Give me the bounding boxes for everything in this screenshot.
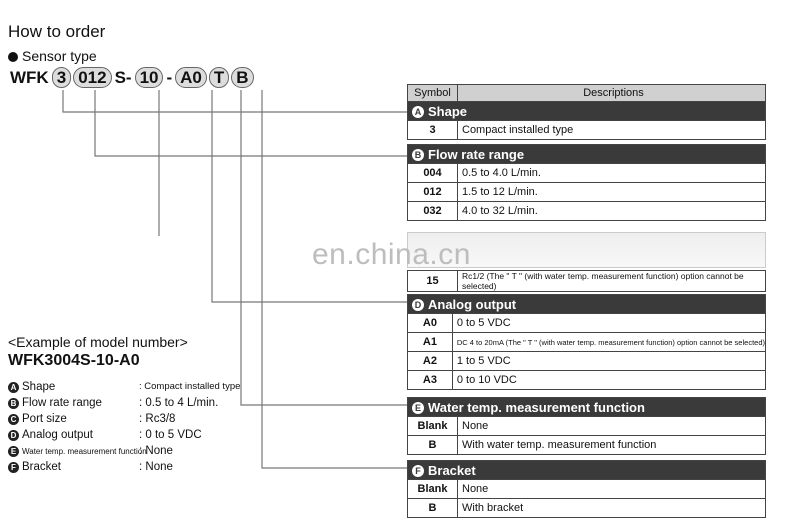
badge-f-icon: F	[8, 462, 19, 473]
model-part-s: S-	[114, 67, 132, 87]
row-description: 1 to 5 VDC	[452, 352, 765, 371]
item-value: : Compact installed type	[139, 381, 241, 392]
row-description: 4.0 to 32 L/min.	[458, 202, 766, 221]
badge-f-icon: F	[412, 465, 424, 477]
section-label: Shape	[428, 103, 468, 119]
row-description: None	[458, 417, 766, 436]
model-part-port: 10	[135, 67, 164, 88]
row-symbol: 004	[408, 164, 458, 183]
row-description: None	[458, 480, 766, 499]
item-label: Port size	[22, 413, 67, 425]
table-row	[408, 333, 766, 352]
table-row	[408, 436, 766, 455]
item-label: Water temp. measurement function	[22, 447, 147, 456]
row-symbol: B	[408, 436, 458, 455]
row-symbol: A3	[408, 371, 453, 390]
table-header	[408, 85, 766, 102]
row-description: DC 4 to 20mA (The " T " (with water temp. measurement function) option cannot be selected)	[452, 333, 765, 352]
item-label: Shape	[22, 381, 56, 393]
section-label: Water temp. measurement function	[428, 399, 645, 415]
table-row	[408, 480, 766, 499]
model-part-analog: A0	[175, 67, 207, 88]
item-value: : 0 to 5 VDC	[139, 429, 202, 441]
model-dash: -	[166, 67, 173, 87]
section-flow-rate	[408, 145, 766, 164]
row-description: With water temp. measurement function	[458, 436, 766, 455]
row-description: 0 to 10 VDC	[452, 371, 765, 390]
model-part-flow: 012	[73, 67, 111, 88]
symbol-header: Symbol	[408, 85, 458, 102]
row-symbol: Blank	[408, 480, 458, 499]
example-list	[8, 379, 241, 475]
section-analog-output	[408, 295, 766, 314]
row-symbol: A2	[408, 352, 453, 371]
badge-a-icon: A	[412, 106, 424, 118]
section-shape	[408, 102, 766, 121]
row-description: Rc1/2 (The " T " (with water temp. measurement function) option cannot be selected)	[458, 271, 766, 292]
badge-b-icon: B	[412, 149, 424, 161]
item-value: : None	[139, 461, 173, 473]
section-label: Analog output	[428, 296, 517, 312]
row-symbol: 032	[408, 202, 458, 221]
model-part-shape: 3	[52, 67, 71, 88]
list-item	[8, 379, 241, 395]
table-row	[408, 271, 766, 292]
row-symbol: A1	[408, 333, 453, 352]
item-label: Flow rate range	[22, 397, 102, 409]
item-value: : 0.5 to 4 L/min.	[139, 397, 219, 409]
row-symbol: 012	[408, 183, 458, 202]
row-description: With bracket	[458, 499, 766, 518]
badge-c-icon: C	[8, 414, 19, 425]
section-bracket	[408, 461, 766, 480]
badge-a-icon: A	[8, 382, 19, 393]
section-label: Flow rate range	[428, 146, 525, 162]
spec-table-top	[407, 84, 766, 221]
list-item	[8, 459, 173, 475]
descriptions-header: Descriptions	[458, 85, 766, 102]
badge-b-icon: B	[8, 398, 19, 409]
sensor-type-label: Sensor type	[22, 48, 97, 64]
item-value: : Rc3/8	[139, 413, 176, 425]
table-row	[408, 417, 766, 436]
badge-d-icon: D	[8, 430, 19, 441]
item-label: Bracket	[22, 461, 61, 473]
badge-d-icon: D	[412, 299, 424, 311]
watermark: en.china.cn	[312, 238, 471, 271]
spec-table-port-row	[407, 270, 766, 292]
row-symbol: 3	[408, 121, 458, 140]
spec-table-analog	[407, 294, 766, 390]
example-model: WFK3004S-10-A0	[8, 352, 140, 369]
badge-e-icon: E	[8, 446, 19, 457]
row-description: 0.5 to 4.0 L/min.	[458, 164, 766, 183]
connector-shape	[63, 90, 407, 112]
row-description: 0 to 5 VDC	[452, 314, 765, 333]
list-item	[8, 395, 219, 411]
row-description: 1.5 to 12 L/min.	[458, 183, 766, 202]
table-row	[408, 183, 766, 202]
table-row	[408, 314, 766, 333]
badge-e-icon: E	[412, 402, 424, 414]
section-label: Bracket	[428, 462, 476, 478]
table-row	[408, 164, 766, 183]
example-title: <Example of model number>	[8, 334, 188, 350]
list-item	[8, 427, 202, 443]
table-row	[408, 352, 766, 371]
page-title: How to order	[8, 22, 106, 41]
spec-table-bracket	[407, 460, 766, 518]
model-prefix: WFK	[10, 67, 49, 87]
section-water-temp	[408, 398, 766, 417]
row-symbol: Blank	[408, 417, 458, 436]
row-symbol: A0	[408, 314, 453, 333]
table-row	[408, 121, 766, 140]
table-row	[408, 371, 766, 390]
table-row	[408, 499, 766, 518]
model-part-bracket: B	[231, 67, 253, 88]
item-value: : None	[139, 445, 173, 457]
row-symbol: B	[408, 499, 458, 518]
model-part-water: T	[209, 67, 229, 88]
item-label: Analog output	[22, 429, 93, 441]
list-item	[8, 443, 173, 459]
spec-table-water	[407, 397, 766, 455]
row-symbol: 15	[408, 271, 458, 292]
row-description: Compact installed type	[458, 121, 766, 140]
table-row	[408, 202, 766, 221]
list-item	[8, 411, 176, 427]
